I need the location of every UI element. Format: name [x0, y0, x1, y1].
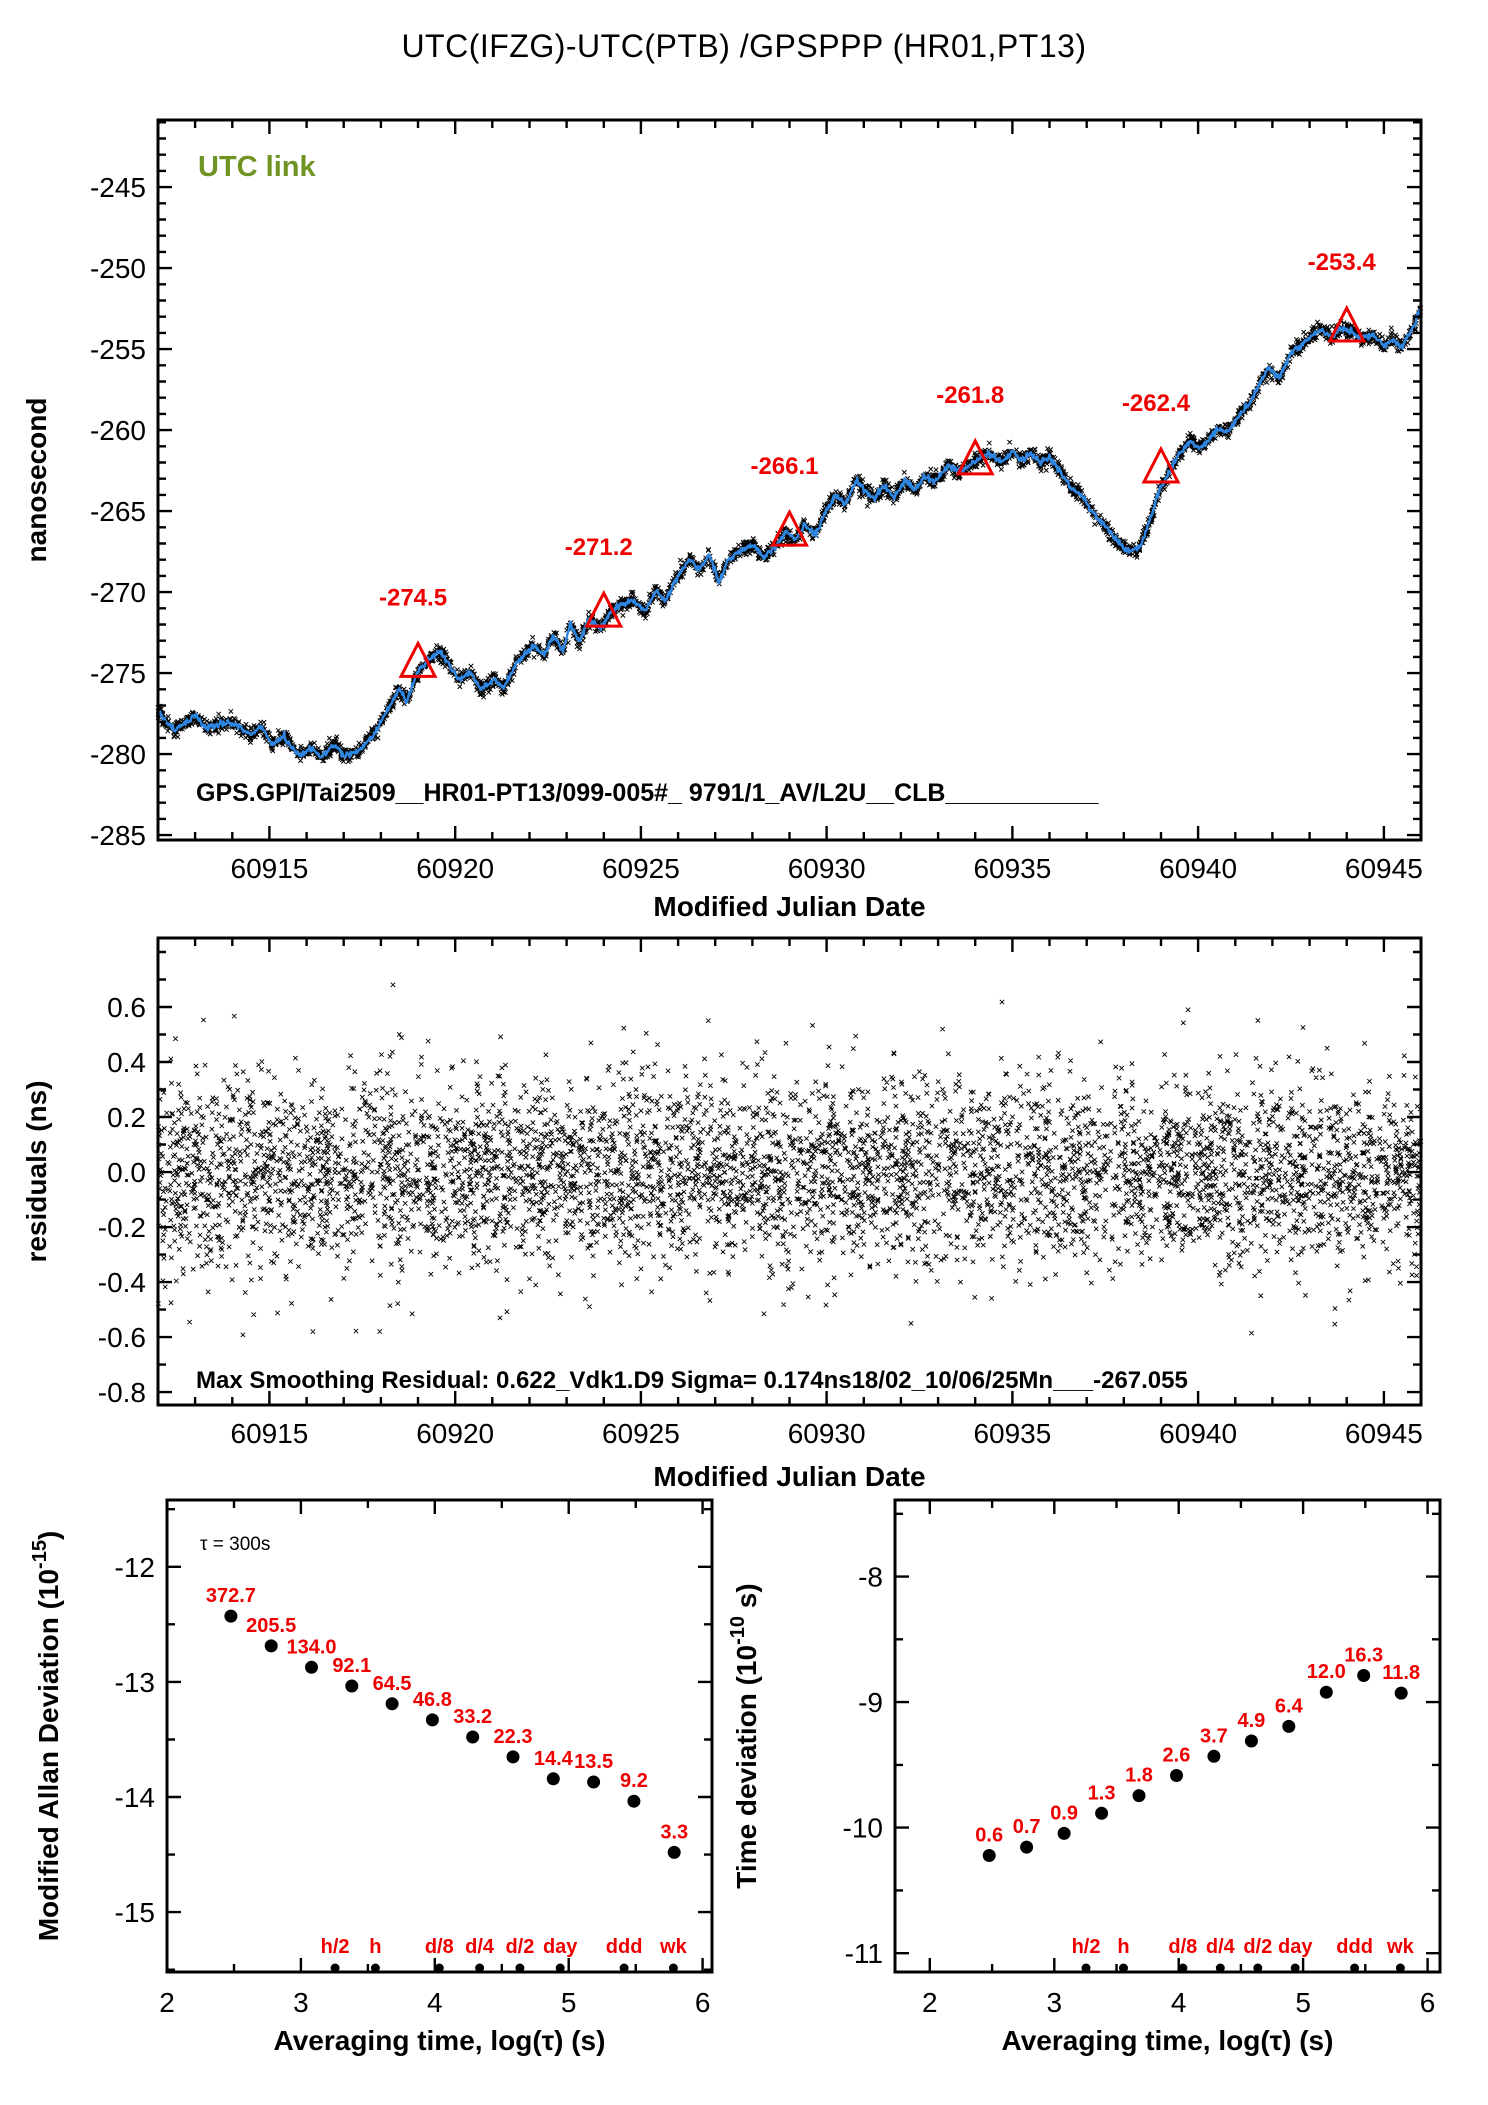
mdev-value-label: 22.3 — [493, 1725, 533, 1748]
utc-link-panel — [21, 120, 1423, 922]
utc-link-marker-label: -253.4 — [1307, 249, 1376, 277]
tdev-data-point — [1207, 1750, 1220, 1763]
mdev-axis-ticks — [167, 1500, 712, 1972]
utc-link-marker-label: -274.5 — [378, 584, 448, 612]
mdev-data-point — [587, 1776, 600, 1789]
mdev-value-label: 33.2 — [453, 1706, 493, 1729]
tdev-data-point — [1320, 1686, 1333, 1699]
mdev-value-label: 64.5 — [372, 1672, 412, 1695]
utc-link-marker-label: -271.2 — [564, 534, 633, 562]
tdev-value-label: 4.9 — [1237, 1709, 1266, 1732]
mdev-data-point — [627, 1795, 640, 1808]
mdev-value-label: 134.0 — [286, 1636, 337, 1659]
mdev-time-marker-label: day — [542, 1936, 578, 1958]
mdev-value-label: 13.5 — [574, 1751, 614, 1774]
residuals-y-tick-label: 0.4 — [107, 1047, 146, 1079]
tdev-data-point — [1095, 1807, 1108, 1820]
tdev-value-label: 0.7 — [1012, 1816, 1041, 1839]
tdev-y-axis-label: Time deviation ($10^{-10}$ s) — [727, 1583, 762, 1889]
utc-link-y-tick-label: -265 — [89, 496, 146, 528]
tdev-y-tick-label: -11 — [844, 1938, 883, 1970]
utc-link-y-tick-label: -270 — [89, 577, 146, 609]
mdev-y-tick-label: -14 — [114, 1782, 155, 1814]
utc-link-inner-label: UTC link — [198, 151, 316, 183]
tdev-data-point — [1282, 1720, 1295, 1733]
residuals-x-tick-label: 60940 — [1159, 1418, 1238, 1449]
utc-link-y-tick-label: -260 — [89, 415, 146, 447]
tdev-value-label: 0.9 — [1050, 1802, 1079, 1825]
mdev-value-label: 372.7 — [205, 1585, 256, 1608]
tdev-time-marker-label: wk — [1387, 1936, 1414, 1958]
residuals-x-tick-label: 60915 — [230, 1418, 309, 1449]
tdev-value-label: 6.4 — [1274, 1695, 1303, 1718]
utc-link-marker-label: -261.8 — [936, 381, 1005, 409]
tdev-time-marker-label: d/4 — [1205, 1936, 1235, 1958]
utc-link-x-axis-label: Modified Julian Date — [653, 891, 926, 922]
tdev-value-label: 1.8 — [1125, 1764, 1153, 1787]
mdev-x-tick-label: 4 — [427, 1987, 443, 2018]
mdev-value-label: 92.1 — [332, 1655, 372, 1678]
tdev-y-tick-label: -10 — [842, 1812, 883, 1844]
mdev-value-label: 3.3 — [660, 1821, 689, 1844]
tdev-data-point — [1020, 1841, 1033, 1854]
mdev-data-point — [345, 1680, 358, 1693]
residuals-y-tick-label: 0.0 — [107, 1157, 146, 1189]
residuals-x-tick-label: 60925 — [601, 1418, 680, 1449]
utc-link-y-tick-label: -245 — [89, 172, 146, 204]
utc-link-x-tick-label: 60925 — [601, 853, 680, 884]
tdev-time-marker-label: h/2 — [1071, 1936, 1101, 1958]
mdev-time-marker-label: wk — [660, 1936, 687, 1958]
utc-link-x-tick-label: 60915 — [230, 853, 309, 884]
residuals-x-tick-label: 60930 — [787, 1418, 866, 1449]
utc-link-x-tick-label: 60940 — [1159, 853, 1238, 884]
mdev-data-point — [305, 1661, 318, 1674]
tdev-frame — [895, 1500, 1440, 1972]
tdev-data-point — [1170, 1769, 1183, 1782]
tdev-data-point — [1245, 1735, 1258, 1748]
tdev-x-tick-label: 6 — [1419, 1987, 1436, 2018]
residuals-y-tick-label: -0.2 — [97, 1212, 146, 1244]
residuals-x-tick-label: 60920 — [416, 1418, 495, 1449]
utc-link-y-tick-label: -275 — [89, 658, 146, 690]
utc-link-x-tick-label: 60945 — [1344, 853, 1423, 884]
mdev-time-marker-label: d/4 — [465, 1936, 495, 1958]
tdev-x-tick-label: 2 — [922, 1987, 938, 2018]
mdev-data-point — [426, 1713, 439, 1726]
tdev-data-point — [1133, 1789, 1146, 1802]
mdev-y-tick-label: -15 — [114, 1897, 155, 1929]
utc-link-y-tick-label: -280 — [89, 739, 146, 771]
mdev-frame — [167, 1500, 712, 1972]
tdev-axis-ticks — [895, 1500, 1440, 1972]
residuals-x-tick-label: 60945 — [1344, 1418, 1423, 1449]
tdev-value-label: 11.8 — [1382, 1662, 1421, 1685]
tdev-value-label: 2.6 — [1162, 1744, 1191, 1767]
tdev-time-marker-label: ddd — [1336, 1936, 1373, 1958]
mdev-panel — [29, 1500, 712, 2056]
mdev-data-point — [265, 1639, 278, 1652]
tdev-x-tick-label: 3 — [1046, 1987, 1063, 2018]
utc-link-y-axis-label: nanosecond — [21, 397, 52, 563]
tdev-time-marker-label: h — [1117, 1936, 1130, 1958]
residuals-x-axis-label: Modified Julian Date — [653, 1461, 926, 1492]
utc-link-x-tick-label: 60930 — [787, 853, 866, 884]
utc-link-series-line — [158, 310, 1421, 758]
mdev-time-marker-label: d/2 — [505, 1936, 535, 1958]
residuals-y-tick-label: -0.4 — [97, 1267, 146, 1299]
utc-link-y-tick-label: -285 — [89, 820, 146, 852]
utc-link-y-tick-label: -255 — [89, 334, 146, 366]
tdev-y-tick-label: -9 — [858, 1687, 883, 1719]
utc-link-x-tick-label: 60935 — [973, 853, 1052, 884]
tdev-value-label: 3.7 — [1200, 1725, 1228, 1748]
residuals-y-tick-label: 0.2 — [107, 1102, 146, 1134]
page-title: UTC(IFZG)-UTC(PTB) /GPSPPP (HR01,PT13) — [401, 28, 1087, 64]
tdev-x-axis-label: Averaging time, log(τ) (s) — [1001, 2025, 1334, 2056]
mdev-time-marker-label: h — [369, 1936, 382, 1958]
mdev-data-point — [386, 1697, 399, 1710]
mdev-data-point — [668, 1846, 681, 1859]
mdev-value-label: 46.8 — [412, 1688, 452, 1711]
tdev-value-label: 0.6 — [975, 1824, 1004, 1847]
mdev-value-label: 9.2 — [620, 1770, 648, 1793]
residuals-x-tick-label: 60935 — [973, 1418, 1052, 1449]
residuals-y-tick-label: -0.8 — [97, 1377, 146, 1409]
tdev-time-marker-label: d/2 — [1243, 1936, 1273, 1958]
tdev-panel — [727, 1500, 1440, 2056]
mdev-time-marker-label: d/8 — [424, 1936, 454, 1958]
residuals-panel — [21, 938, 1423, 1492]
residuals-y-tick-label: -0.6 — [97, 1322, 146, 1354]
mdev-x-tick-label: 2 — [159, 1987, 175, 2018]
mdev-value-label: 205.5 — [246, 1614, 297, 1637]
tdev-value-label: 1.3 — [1087, 1782, 1116, 1805]
mdev-y-tick-label: -12 — [114, 1551, 155, 1583]
tdev-data-point — [1058, 1827, 1071, 1840]
utc-link-y-tick-label: -250 — [89, 253, 146, 285]
tdev-time-marker-label: d/8 — [1168, 1936, 1198, 1958]
residuals-y-axis-label: residuals (ns) — [21, 1080, 52, 1263]
mdev-y-tick-label: -13 — [114, 1666, 155, 1698]
mdev-data-point — [547, 1772, 560, 1785]
mdev-x-tick-label: 6 — [694, 1987, 711, 2018]
residuals-footer-label: Max Smoothing Residual: 0.622_Vdk1.D9 Sigma= 0.174ns18/02_10/06/25Mn___-267.055 — [196, 1367, 1188, 1394]
mdev-time-marker-label: ddd — [605, 1936, 643, 1958]
tdev-y-tick-label: -8 — [858, 1561, 883, 1593]
residuals-axis-ticks — [158, 938, 1421, 1405]
tdev-time-marker-label: day — [1277, 1936, 1313, 1958]
utc-link-x-tick-label: 60920 — [416, 853, 495, 884]
mdev-data-point — [224, 1610, 237, 1623]
residuals-y-tick-label: 0.6 — [107, 992, 146, 1024]
residuals-scatter-points — [156, 983, 1423, 1338]
mdev-x-tick-label: 5 — [560, 1987, 577, 2018]
utc-link-marker-label: -262.4 — [1121, 389, 1191, 417]
tdev-data-point — [983, 1849, 996, 1862]
mdev-data-point — [507, 1750, 520, 1763]
utc-link-footer-label: GPS.GPI/Tai2509__HR01-PT13/099-005#_ 9791/1_AV/L2U__CLB___________ — [196, 779, 1099, 807]
tdev-value-label: 16.3 — [1344, 1644, 1384, 1667]
mdev-x-axis-label: Averaging time, log(τ) (s) — [273, 2025, 606, 2056]
tdev-data-point — [1395, 1687, 1408, 1700]
mdev-tau-annotation: τ = 300s — [200, 1534, 271, 1555]
mdev-value-label: 14.4 — [533, 1747, 573, 1770]
residuals-frame — [158, 938, 1421, 1405]
mdev-x-tick-label: 3 — [293, 1987, 309, 2018]
utc-link-marker-label: -266.1 — [750, 453, 819, 481]
tdev-x-tick-label: 5 — [1295, 1987, 1311, 2018]
tdev-x-tick-label: 4 — [1170, 1987, 1187, 2018]
tdev-value-label: 12.0 — [1306, 1661, 1346, 1684]
mdev-time-marker-label: h/2 — [320, 1936, 350, 1958]
mdev-y-axis-label: Modified Allan Deviation $(10^{-15})$ — [29, 1530, 64, 1942]
tdev-data-point — [1357, 1669, 1370, 1682]
mdev-data-point — [466, 1731, 479, 1744]
